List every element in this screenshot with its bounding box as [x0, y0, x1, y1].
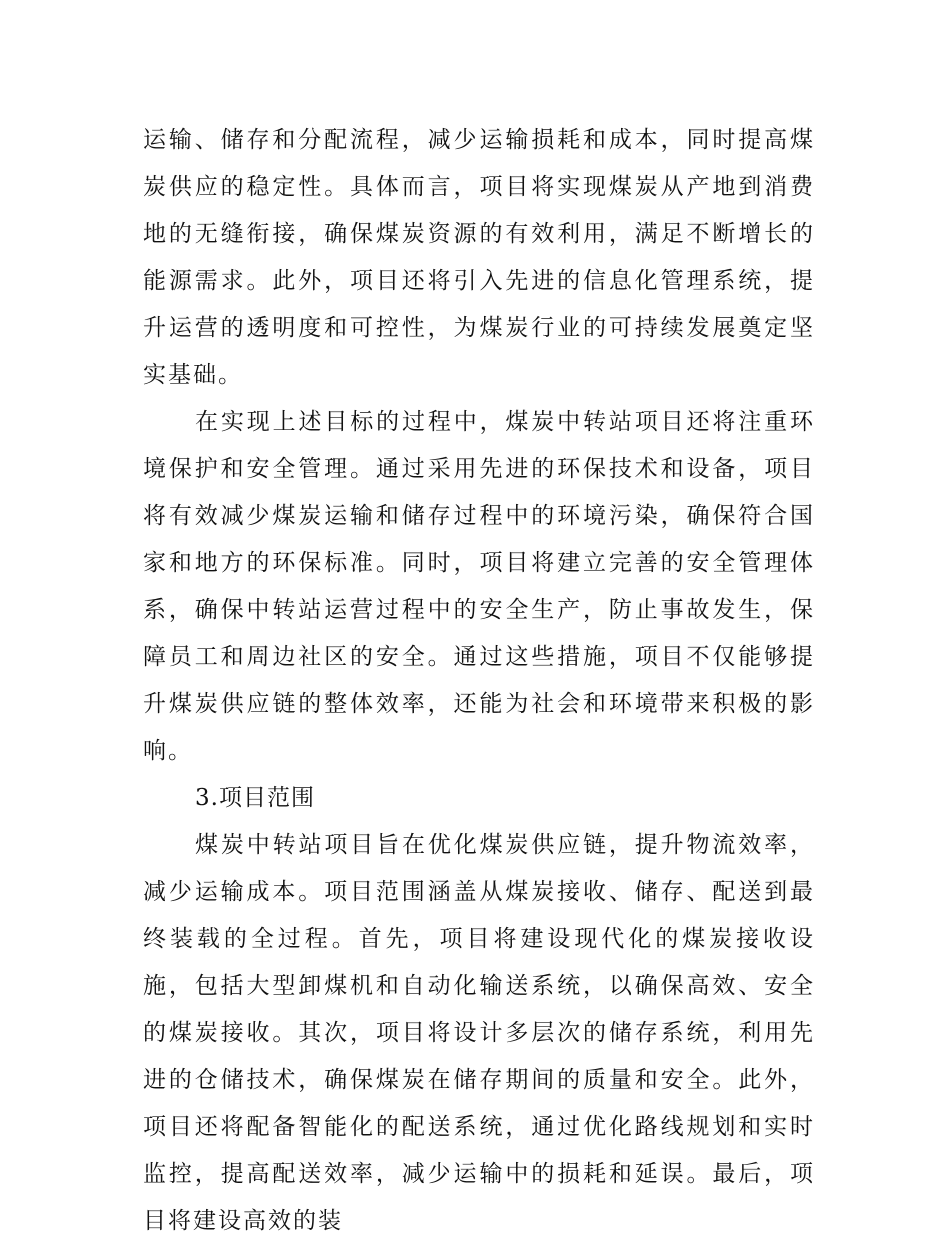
- paragraph-project-scope: 煤炭中转站项目旨在优化煤炭供应链，提升物流效率，减少运输成本。项目范围涵盖从煤炭接收、储存、配送到最终装载的全过程。首先，项目将建设现代化的煤炭接收设施，包括大型卸煤机和自动化输送系统，以确保高效、安全的煤炭接收。其次，项目将设计多层次的储存系统，利用先进的仓储技术，确保煤炭在储存期间的质量和安全。此外，项目还将配备智能化的配送系统，通过优化路线规划和实时监控，提高配送效率，减少运输中的损耗和延误。最后，项目将建设高效的装: [143, 832, 815, 1234]
- paragraph-continuation: 运输、储存和分配流程，减少运输损耗和成本，同时提高煤炭供应的稳定性。具体而言，项目将实现煤炭从产地到消费地的无缝衔接，确保煤炭资源的有效利用，满足不断增长的能源需求。此外，项目还将引入先进的信息化管理系统，提升运营的透明度和可控性，为煤炭行业的可持续发展奠定坚实基础。: [143, 127, 815, 388]
- document-page: [143, 117, 815, 1245]
- section-heading: 3.项目范围: [195, 785, 315, 811]
- paragraph-environment-safety: 在实现上述目标的过程中，煤炭中转站项目还将注重环境保护和安全管理。通过采用先进的环保技术和设备，项目将有效减少煤炭运输和储存过程中的环境污染，确保符合国家和地方的环保标准。同时，项目将建立完善的安全管理体系，确保中转站运营过程中的安全生产，防止事故发生，保障员工和周边社区的安全。通过这些措施，项目不仅能够提升煤炭供应链的整体效率，还能为社会和环境带来积极的影响。: [143, 409, 815, 764]
